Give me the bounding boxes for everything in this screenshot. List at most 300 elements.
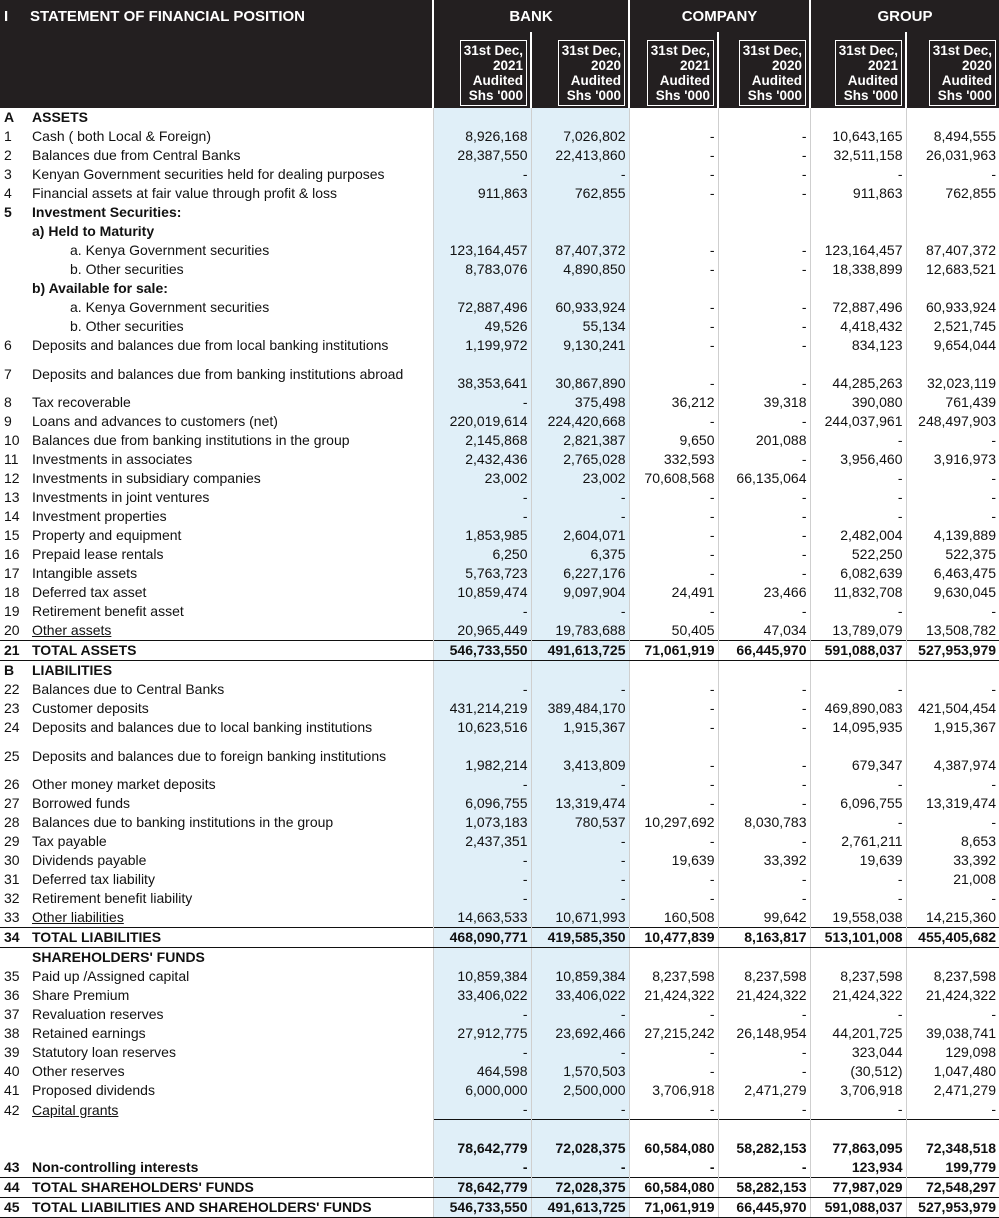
value-cell: - — [718, 260, 810, 279]
value-cell: 911,863 — [810, 184, 906, 203]
row-label-text: Investment Securities: — [32, 204, 182, 221]
column-header — [531, 32, 629, 108]
row-label-text: Other liabilities — [32, 909, 124, 926]
value-cell: - — [718, 680, 810, 699]
value-cell: - — [433, 1005, 531, 1024]
value-cell — [629, 203, 718, 222]
row-label-text: Kenyan Government securities held for dealing purposes — [32, 166, 385, 183]
value-cell: 224,420,668 — [531, 412, 629, 431]
value-cell: 22,413,860 — [531, 146, 629, 165]
value-cell: 3,706,918 — [629, 1081, 718, 1100]
table-row — [0, 1198, 999, 1218]
row-label-text: Deposits and balances due to foreign banking institutions — [32, 747, 387, 764]
value-cell: - — [718, 165, 810, 184]
value-cell: 8,237,598 — [810, 967, 906, 986]
value-cell: - — [629, 870, 718, 889]
value-cell: - — [433, 775, 531, 794]
row-label — [30, 260, 433, 279]
value-cell: 60,933,924 — [531, 298, 629, 317]
value-cell: - — [718, 775, 810, 794]
value-cell: 1,073,183 — [433, 813, 531, 832]
value-cell: 23,002 — [433, 469, 531, 488]
value-cell: 14,215,360 — [906, 908, 999, 928]
table-row — [0, 336, 999, 355]
value-cell: 1,199,972 — [433, 336, 531, 355]
row-label — [30, 127, 433, 146]
value-cell: 8,030,783 — [718, 813, 810, 832]
value-cell: - — [531, 889, 629, 908]
value-cell: - — [433, 889, 531, 908]
value-cell: 491,613,725 — [531, 1198, 629, 1218]
value-cell: 66,445,970 — [718, 1198, 810, 1218]
value-cell — [718, 203, 810, 222]
column-header-year: 2020 — [961, 58, 993, 73]
value-cell: - — [718, 507, 810, 526]
value-cell: - — [718, 545, 810, 564]
row-label — [30, 184, 433, 203]
table-row — [0, 450, 999, 469]
value-cell: 30,867,890 — [531, 355, 629, 393]
value-cell: - — [718, 1062, 810, 1081]
value-cell: 6,463,475 — [906, 564, 999, 583]
row-label-text: b) Available for sale: — [32, 280, 168, 297]
value-cell: 2,471,279 — [718, 1081, 810, 1100]
statement-title-text: STATEMENT OF FINANCIAL POSITION — [30, 7, 305, 25]
value-cell: 44,285,263 — [810, 355, 906, 393]
row-label-text: Retirement benefit liability — [32, 890, 193, 907]
value-cell: - — [531, 507, 629, 526]
table-row — [0, 203, 999, 222]
value-cell: 66,135,064 — [718, 469, 810, 488]
value-cell: - — [629, 564, 718, 583]
value-cell: - — [629, 1005, 718, 1024]
value-cell: - — [906, 775, 999, 794]
statement-title — [0, 0, 433, 32]
value-cell: 10,643,165 — [810, 127, 906, 146]
value-cell: 762,855 — [906, 184, 999, 203]
table-row — [0, 127, 999, 146]
value-cell: 123,164,457 — [433, 241, 531, 260]
value-cell: - — [629, 526, 718, 545]
value-cell — [810, 108, 906, 127]
value-cell: - — [433, 680, 531, 699]
row-label — [30, 851, 433, 870]
value-cell: 220,019,614 — [433, 412, 531, 431]
value-cell — [718, 279, 810, 298]
row-label — [30, 775, 433, 794]
value-cell: - — [906, 889, 999, 908]
value-cell: - — [810, 1100, 906, 1120]
value-cell: 2,145,868 — [433, 431, 531, 450]
row-label — [30, 165, 433, 184]
table-row — [0, 545, 999, 564]
row-number — [0, 241, 30, 260]
value-cell: 527,953,979 — [906, 641, 999, 661]
value-cell: - — [531, 775, 629, 794]
value-cell: 23,466 — [718, 583, 810, 602]
value-cell: 72,348,518 — [906, 1120, 999, 1159]
row-label-text: ASSETS — [32, 109, 89, 126]
value-cell: 3,916,973 — [906, 450, 999, 469]
row-label-text: Balances due to banking institutions in the group — [32, 814, 334, 831]
row-label — [30, 1120, 433, 1159]
column-header — [810, 32, 906, 108]
value-cell: - — [629, 832, 718, 851]
row-number: 5 — [4, 204, 12, 221]
row-number: 7 — [4, 365, 12, 382]
value-cell — [718, 108, 810, 127]
row-number: 37 — [4, 1006, 20, 1023]
column-header — [433, 32, 531, 108]
row-label-text: Capital grants — [32, 1101, 119, 1118]
row-label — [30, 699, 433, 718]
value-cell: 21,008 — [906, 870, 999, 889]
row-label-text: SHAREHOLDERS' FUNDS — [32, 949, 205, 966]
row-label-text: a) Held to Maturity — [32, 223, 155, 240]
value-cell: 72,548,297 — [906, 1178, 999, 1198]
value-cell: 591,088,037 — [810, 641, 906, 661]
value-cell — [810, 222, 906, 241]
row-number: 17 — [4, 565, 20, 582]
value-cell: - — [906, 507, 999, 526]
value-cell: - — [629, 794, 718, 813]
section-roman: I — [4, 7, 9, 25]
row-number: 44 — [0, 1178, 30, 1198]
row-label-text: Investments in subsidiary companies — [32, 470, 261, 487]
table-row — [0, 241, 999, 260]
column-header-unit: Shs '000 — [655, 88, 710, 103]
row-label-text: b. Other securities — [70, 261, 184, 278]
value-cell: 4,139,889 — [906, 526, 999, 545]
value-cell: 2,604,071 — [531, 526, 629, 545]
row-label — [30, 545, 433, 564]
value-cell: 66,445,970 — [718, 641, 810, 661]
value-cell: 3,413,809 — [531, 737, 629, 775]
row-number: 27 — [4, 795, 20, 812]
row-number: 43 — [4, 1159, 20, 1176]
row-label — [30, 1100, 433, 1120]
table-row — [0, 393, 999, 412]
value-cell: 2,432,436 — [433, 450, 531, 469]
value-cell: 12,683,521 — [906, 260, 999, 279]
value-cell: - — [810, 813, 906, 832]
value-cell: 464,598 — [433, 1062, 531, 1081]
row-label — [30, 583, 433, 602]
row-label — [30, 832, 433, 851]
value-cell: 4,418,432 — [810, 317, 906, 336]
row-number: 8 — [4, 394, 12, 411]
row-label-text: TOTAL ASSETS — [32, 642, 137, 659]
table-row — [0, 737, 999, 775]
table-row — [0, 431, 999, 450]
value-cell: - — [531, 1158, 629, 1178]
value-cell: 2,482,004 — [810, 526, 906, 545]
value-cell: - — [906, 165, 999, 184]
value-cell: - — [810, 431, 906, 450]
value-cell: 32,511,158 — [810, 146, 906, 165]
row-label — [30, 317, 433, 336]
value-cell: 78,642,779 — [433, 1178, 531, 1198]
value-cell: - — [629, 127, 718, 146]
column-header-date: 31st Dec, — [932, 43, 993, 58]
value-cell: 18,338,899 — [810, 260, 906, 279]
table-row — [0, 108, 999, 127]
value-cell: 60,933,924 — [906, 298, 999, 317]
row-label-text: Other assets — [32, 622, 112, 639]
value-cell: - — [629, 184, 718, 203]
value-cell: 27,215,242 — [629, 1024, 718, 1043]
value-cell: 71,061,919 — [629, 1198, 718, 1218]
row-number: 11 — [4, 451, 19, 468]
value-cell: - — [718, 870, 810, 889]
value-cell: 11,832,708 — [810, 583, 906, 602]
value-cell: 9,130,241 — [531, 336, 629, 355]
value-cell: 199,779 — [906, 1158, 999, 1178]
value-cell — [433, 279, 531, 298]
value-cell: 421,504,454 — [906, 699, 999, 718]
table-row — [0, 469, 999, 488]
value-cell: 2,821,387 — [531, 431, 629, 450]
column-header-status: Audited — [751, 73, 802, 88]
value-cell: - — [810, 1005, 906, 1024]
table-row — [0, 641, 999, 661]
value-cell: - — [718, 1005, 810, 1024]
table-row — [0, 870, 999, 889]
row-label — [30, 680, 433, 699]
value-cell — [629, 661, 718, 681]
value-cell: - — [629, 602, 718, 621]
value-cell: 8,494,555 — [906, 127, 999, 146]
table-row — [0, 184, 999, 203]
value-cell — [629, 222, 718, 241]
value-cell: (30,512) — [810, 1062, 906, 1081]
value-cell — [629, 108, 718, 127]
value-cell: 1,982,214 — [433, 737, 531, 775]
value-cell — [531, 222, 629, 241]
value-cell: - — [433, 507, 531, 526]
table-row — [0, 412, 999, 431]
row-label-text: Intangible assets — [32, 565, 138, 582]
value-cell: 522,375 — [906, 545, 999, 564]
value-cell: - — [906, 488, 999, 507]
row-number: 18 — [4, 584, 20, 601]
row-label — [30, 203, 433, 222]
value-cell: 19,783,688 — [531, 621, 629, 641]
value-cell: 129,098 — [906, 1043, 999, 1062]
value-cell: - — [531, 602, 629, 621]
value-cell: 19,639 — [810, 851, 906, 870]
row-label — [30, 1178, 433, 1198]
table-row — [0, 1178, 999, 1198]
value-cell: - — [718, 1158, 810, 1178]
value-cell — [531, 661, 629, 681]
value-cell: 87,407,372 — [906, 241, 999, 260]
value-cell: - — [629, 317, 718, 336]
row-number: 30 — [4, 852, 20, 869]
value-cell: - — [810, 602, 906, 621]
value-cell: - — [433, 1043, 531, 1062]
value-cell — [433, 108, 531, 127]
table-row — [0, 1081, 999, 1100]
value-cell: 13,319,474 — [906, 794, 999, 813]
value-cell: 38,353,641 — [433, 355, 531, 393]
row-number: 31 — [4, 871, 20, 888]
row-label-text: TOTAL LIABILITIES AND SHAREHOLDERS' FUNDS — [32, 1199, 372, 1216]
row-label — [30, 928, 433, 948]
value-cell: 10,477,839 — [629, 928, 718, 948]
value-cell: 201,088 — [718, 431, 810, 450]
value-cell: 24,491 — [629, 583, 718, 602]
column-header-year: 2020 — [590, 58, 621, 73]
row-label-text: Paid up /Assigned capital — [32, 968, 190, 985]
value-cell — [906, 222, 999, 241]
table-row — [0, 222, 999, 241]
column-header-unit: Shs '000 — [843, 88, 898, 103]
value-cell — [906, 203, 999, 222]
value-cell: - — [810, 469, 906, 488]
value-cell: 10,671,993 — [531, 908, 629, 928]
column-header-unit: Shs '000 — [468, 88, 523, 103]
value-cell — [810, 948, 906, 968]
value-cell: - — [629, 488, 718, 507]
value-cell: 26,148,954 — [718, 1024, 810, 1043]
value-cell: - — [718, 1100, 810, 1120]
value-cell — [810, 661, 906, 681]
column-header — [718, 32, 810, 108]
table-row — [0, 1158, 999, 1178]
value-cell: - — [718, 298, 810, 317]
value-cell: - — [718, 146, 810, 165]
value-cell: 2,761,211 — [810, 832, 906, 851]
row-label — [30, 450, 433, 469]
row-number: 42 — [4, 1101, 20, 1118]
row-label-text: a. Kenya Government securities — [70, 242, 270, 259]
value-cell: 87,407,372 — [531, 241, 629, 260]
value-cell: 58,282,153 — [718, 1120, 810, 1159]
value-cell: - — [629, 1158, 718, 1178]
value-cell: 4,890,850 — [531, 260, 629, 279]
table-row — [0, 621, 999, 641]
row-label-text: a. Kenya Government securities — [70, 299, 270, 316]
table-row — [0, 661, 999, 681]
value-cell: 13,508,782 — [906, 621, 999, 641]
value-cell: 8,237,598 — [906, 967, 999, 986]
value-cell — [906, 948, 999, 968]
row-label — [30, 1062, 433, 1081]
table-row — [0, 526, 999, 545]
value-cell: - — [718, 1043, 810, 1062]
value-cell: - — [433, 851, 531, 870]
row-label — [30, 355, 433, 393]
value-cell: 33,406,022 — [433, 986, 531, 1005]
value-cell: 10,859,384 — [531, 967, 629, 986]
table-row — [0, 488, 999, 507]
table-row — [0, 260, 999, 279]
row-label-text: b. Other securities — [70, 318, 184, 335]
value-cell: - — [629, 699, 718, 718]
table-row — [0, 889, 999, 908]
row-label-text: TOTAL SHAREHOLDERS' FUNDS — [32, 1179, 254, 1196]
row-label — [30, 222, 433, 241]
value-cell: 469,890,083 — [810, 699, 906, 718]
value-cell — [531, 108, 629, 127]
value-cell: - — [531, 165, 629, 184]
value-cell: - — [810, 165, 906, 184]
value-cell: - — [629, 1100, 718, 1120]
header-row-columns — [0, 32, 999, 108]
value-cell: 99,642 — [718, 908, 810, 928]
value-cell: 14,095,935 — [810, 718, 906, 737]
value-cell: - — [433, 1158, 531, 1178]
value-cell: 21,424,322 — [718, 986, 810, 1005]
value-cell: - — [810, 775, 906, 794]
row-label-text: Loans and advances to customers (net) — [32, 413, 278, 430]
value-cell: - — [629, 680, 718, 699]
column-header-year: 2020 — [771, 58, 802, 73]
value-cell: - — [718, 488, 810, 507]
value-cell: 6,375 — [531, 545, 629, 564]
value-cell: 72,028,375 — [531, 1178, 629, 1198]
value-cell: 2,500,000 — [531, 1081, 629, 1100]
row-label-text: Retained earnings — [32, 1025, 146, 1042]
row-number: 24 — [4, 719, 20, 736]
table-row — [0, 928, 999, 948]
row-label — [30, 1043, 433, 1062]
column-header-box — [739, 40, 806, 106]
row-label — [30, 146, 433, 165]
value-cell: 6,250 — [433, 545, 531, 564]
value-cell: - — [718, 737, 810, 775]
value-cell: - — [629, 165, 718, 184]
value-cell: 123,164,457 — [810, 241, 906, 260]
row-number: 19 — [4, 603, 20, 620]
column-header-box — [647, 40, 714, 106]
value-cell: - — [718, 889, 810, 908]
row-label-text: Retirement benefit asset — [32, 603, 184, 620]
value-cell: 6,096,755 — [433, 794, 531, 813]
value-cell: 5,763,723 — [433, 564, 531, 583]
value-cell: 33,406,022 — [531, 986, 629, 1005]
row-number: 25 — [4, 747, 20, 764]
table-row — [0, 317, 999, 336]
column-header-date: 31st Dec, — [742, 43, 802, 58]
value-cell: - — [629, 336, 718, 355]
value-cell: 389,484,170 — [531, 699, 629, 718]
row-label — [30, 412, 433, 431]
value-cell: 21,424,322 — [629, 986, 718, 1005]
value-cell: 72,887,496 — [810, 298, 906, 317]
row-label — [30, 1081, 433, 1100]
row-label-text: Prepaid lease rentals — [32, 546, 164, 563]
table-row — [0, 1043, 999, 1062]
table-row — [0, 699, 999, 718]
row-label — [30, 641, 433, 661]
row-number: 9 — [4, 413, 12, 430]
row-label-text: Balances due from Central Banks — [32, 147, 241, 164]
value-cell: 419,585,350 — [531, 928, 629, 948]
value-cell: 8,783,076 — [433, 260, 531, 279]
value-cell: 527,953,979 — [906, 1198, 999, 1218]
row-label — [30, 602, 433, 621]
group-header-group: GROUP — [810, 0, 999, 32]
value-cell: - — [433, 870, 531, 889]
row-number: 29 — [4, 833, 20, 850]
column-header-unit: Shs '000 — [747, 88, 802, 103]
value-cell: 332,593 — [629, 450, 718, 469]
row-number: 16 — [4, 546, 20, 563]
table-row — [0, 986, 999, 1005]
value-cell: 10,859,384 — [433, 967, 531, 986]
